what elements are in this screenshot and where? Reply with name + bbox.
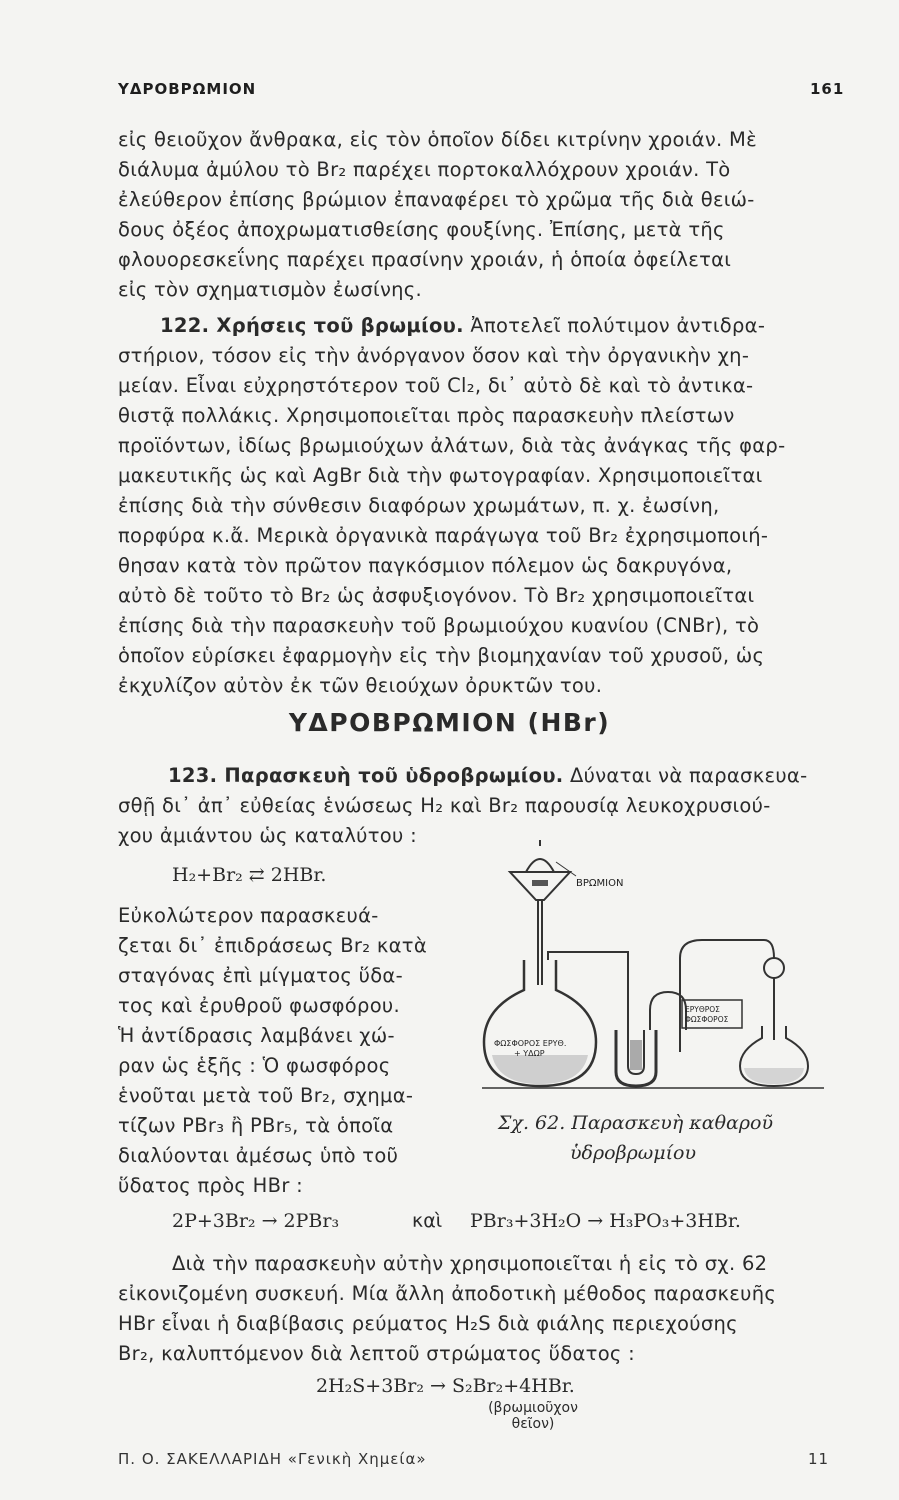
equation-note bbox=[478, 1400, 588, 1432]
running-header-title: ΥΔΡΟΒΡΩΜΙΟΝ bbox=[118, 80, 257, 98]
text-line: εἰκονιζομένη συσκευή. Μία ἄλλη ἀποδοτικὴ μέθοδος παρασκευῆς bbox=[118, 1282, 777, 1305]
text-line: Br₂, καλυπτόμενον διὰ λεπτοῦ στρώματος ὕδατος : bbox=[118, 1342, 636, 1365]
text-line: θησαν κατὰ τὸν πρῶτον παγκόσμιον πόλεμον ὡς δακρυγόνα, bbox=[118, 554, 733, 577]
text-line: προϊόντων, ἰδίως βρωμιούχων ἀλάτων, διὰ τὰς ἀνάγκας τῆς φαρ- bbox=[118, 434, 786, 457]
text-line: σθῇ δι᾽ ἀπ᾽ εὐθείας ἑνώσεως H₂ καὶ Br₂ παρουσίᾳ λευκοχρυσιού- bbox=[118, 794, 771, 817]
section-123-heading: 123. Παρασκευὴ τοῦ ὑδροβρωμίου. bbox=[168, 764, 564, 787]
page-number: 161 bbox=[810, 80, 845, 98]
equation-conjunction: καὶ bbox=[412, 1210, 443, 1232]
section-title: ΥΔΡΟΒΡΩΜΙΟΝ (HBr) bbox=[288, 708, 611, 737]
equation-note-line: θεῖον) bbox=[511, 1416, 555, 1432]
text-line: τος καὶ ἐρυθροῦ φωσφόρου. bbox=[118, 994, 401, 1017]
equation-note-line: (βρωμιοῦχον bbox=[488, 1400, 578, 1416]
receiver-contents bbox=[744, 1068, 804, 1084]
text-line: στήριον, τόσον εἰς τὴν ἀνόργανον ὅσον καὶ τὴν ὀργανικὴν χη- bbox=[118, 344, 750, 367]
text-line: εἰς τὸν σχηματισμὸν ἐωσίνης. bbox=[118, 278, 423, 301]
figure-caption-line1: Σχ. 62. Παρασκευὴ καθαροῦ bbox=[498, 1112, 773, 1134]
u-tube-packing bbox=[630, 1040, 642, 1070]
text-line: ἐκχυλίζον αὐτὸν ἐκ τῶν θειούχων ὀρυκτῶν του. bbox=[118, 674, 603, 697]
footer-signature: 11 bbox=[808, 1450, 830, 1468]
text-line: θιστᾷ πολλάκις. Χρησιμοποιεῖται πρὸς παρασκευὴν πλείστων bbox=[118, 404, 735, 427]
equation-h2-br2: H₂+Br₂ ⇄ 2HBr. bbox=[172, 864, 327, 886]
text-line: αὐτὸ δὲ τοῦτο τὸ Br₂ ὡς ἀσφυξιογόνον. Τὸ Br₂ χρησιμοποιεῖται bbox=[118, 584, 755, 607]
footer-source: Π. Ο. ΣΑΚΕΛΛΑΡΙΔΗ «Γενικὴ Χημεία» bbox=[118, 1450, 427, 1468]
text-line: διάλυμα ἀμύλου τὸ Br₂ παρέχει πορτοκαλλόχρουν χροιάν. Τὸ bbox=[118, 158, 731, 181]
text-line: χου ἀμιάντου ὡς καταλύτου : bbox=[118, 824, 417, 847]
label-pointer bbox=[556, 862, 576, 876]
text-line: ἐπίσης διὰ τὴν παρασκευὴν τοῦ βρωμιούχου κυανίου (CNBr), τὸ bbox=[118, 614, 760, 637]
text-line: μακευτικῆς ὡς καὶ AgBr διὰ τὴν φωτογραφίαν. Χρησιμοποιεῖται bbox=[118, 464, 763, 487]
text-line: Εὐκολώτερον παρασκευά- bbox=[118, 904, 379, 927]
text-line: εἰς θειοῦχον ἄνθρακα, εἰς τὸν ὁποῖον δίδει κιτρίνην χροιάν. Μὲ bbox=[118, 128, 757, 151]
text-line: Ἡ ἀντίδρασις λαμβάνει χώ- bbox=[118, 1024, 395, 1047]
text-line: ραν ὡς ἑξῆς : Ὁ φωσφόρος bbox=[118, 1054, 391, 1077]
text-line: πορφύρα κ.ἄ. Μερικὰ ὀργανικὰ παράγωγα τοῦ Br₂ ἐχρησιμοποιή- bbox=[118, 524, 769, 547]
dropping-funnel-bulb bbox=[526, 859, 554, 872]
text-line: ἑνοῦται μετὰ τοῦ Br₂, σχημα- bbox=[118, 1084, 414, 1107]
text-line: διαλύονται ἀμέσως ὑπὸ τοῦ bbox=[118, 1144, 399, 1167]
text-line: τίζων PBr₃ ἢ PBr₅, τὰ ὁποῖα bbox=[118, 1114, 394, 1137]
delivery-tube-2 bbox=[680, 940, 774, 1052]
text-line: ἐλεύθερον ἐπίσης βρώμιον ἐπαναφέρει τὸ χρῶμα τῆς διὰ θειώ- bbox=[118, 188, 755, 211]
text-line: μείαν. Εἶναι εὐχρηστότερον τοῦ Cl₂, δι᾽ αὐτὸ δὲ καὶ τὸ ἀντικα- bbox=[118, 374, 754, 397]
text-line: δους ὀξέος ἀποχρωματισθείσης φουξίνης. Ἐπίσης, μετὰ τῆς bbox=[118, 218, 725, 241]
text-line: ἐπίσης διὰ τὴν σύνθεσιν διαφόρων χρωμάτων, π. χ. ἐωσίνη, bbox=[118, 494, 720, 517]
text-line: Δύναται νὰ παρασκευα- bbox=[570, 764, 808, 787]
label-flask-line1: ΦΩΣΦΟΡΟΣ ΕΡΥΘ. bbox=[494, 1039, 567, 1048]
text-line: ζεται δι᾽ ἐπιδράσεως Br₂ κατὰ bbox=[118, 934, 427, 957]
section-122-first-line bbox=[160, 314, 828, 337]
text-line: ὁποῖον εὑρίσκει ἐφαρμογὴν εἰς τὴν βιομηχανίαν τοῦ χρυσοῦ, ὡς bbox=[118, 644, 765, 667]
equation-h2s-br2: 2H₂S+3Br₂ → S₂Br₂+4HBr. bbox=[316, 1375, 575, 1397]
section-122-heading: 122. Χρήσεις τοῦ βρωμίου. bbox=[160, 314, 464, 337]
text-line: σταγόνας ἐπὶ μίγματος ὕδα- bbox=[118, 964, 403, 987]
text-line: φλουορεσκεΐνης παρέχει πρασίνην χροιάν, ἡ ὁποία ὀφείλεται bbox=[118, 248, 732, 271]
label-flask-line2: + ΥΔΩΡ bbox=[514, 1049, 545, 1058]
equation-phosphorus-right: PBr₃+3H₂O → H₃PO₃+3HBr. bbox=[470, 1210, 741, 1232]
section-123-first-line bbox=[168, 764, 828, 787]
equation-phosphorus-left: 2P+3Br₂ → 2PBr₃ bbox=[172, 1210, 340, 1232]
text-line: Ἀποτελεῖ πολύτιμον ἀντιδρα- bbox=[470, 314, 766, 337]
label-bromine: ΒΡΩΜΙΟΝ bbox=[576, 878, 624, 889]
funnel-stopcock bbox=[532, 880, 548, 886]
label-red-line1: ΕΡΥΘΡΟΣ bbox=[685, 1005, 720, 1014]
text-line: ὕδατος πρὸς HBr : bbox=[118, 1174, 303, 1197]
safety-bulb bbox=[764, 958, 784, 978]
text-line: HBr εἶναι ἡ διαβίβασις ρεύματος H₂S διὰ φιάλης περιεχούσης bbox=[118, 1312, 738, 1335]
figure-caption-line2: ὑδροβρωμίου bbox=[570, 1142, 697, 1164]
label-red-line2: ΦΩΣΦΟΡΟΣ bbox=[685, 1015, 729, 1024]
text-line: Διὰ τὴν παρασκευὴν αὐτὴν χρησιμοποιεῖται ἡ εἰς τὸ σχ. 62 bbox=[172, 1252, 768, 1275]
apparatus-diagram bbox=[478, 840, 828, 1100]
